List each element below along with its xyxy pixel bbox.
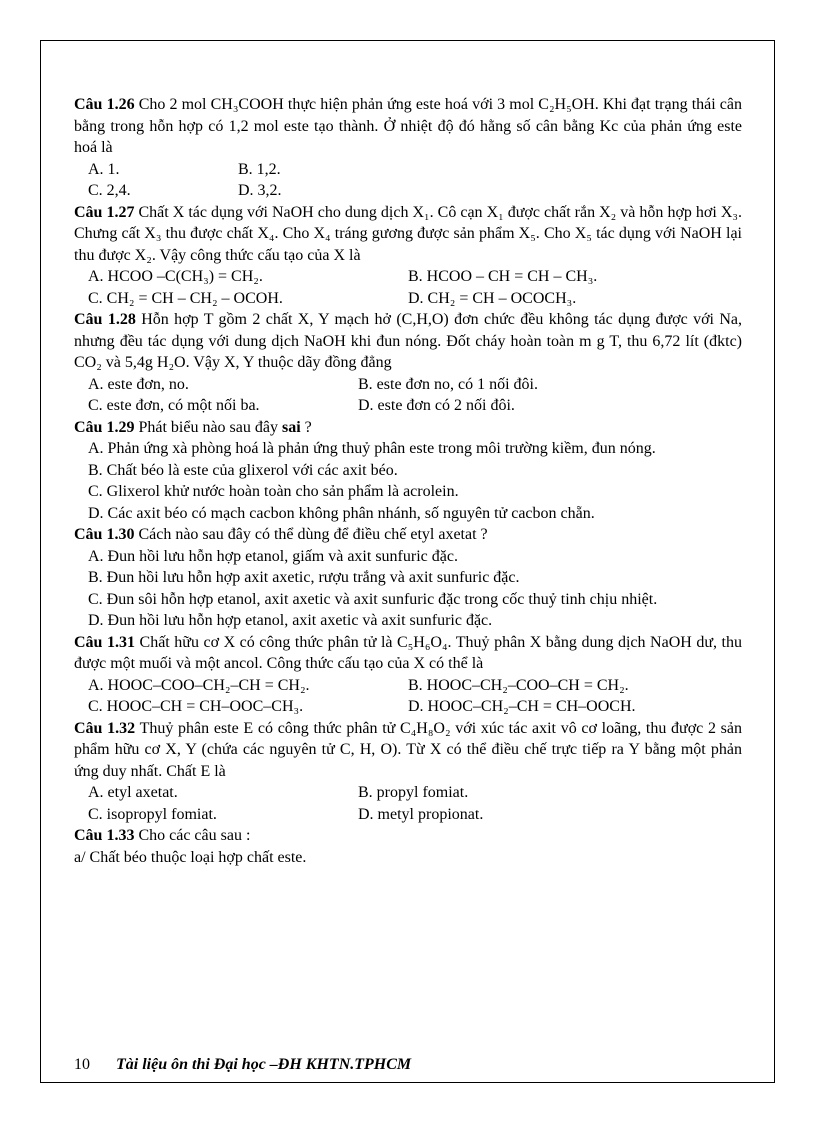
option-a: A. Phản ứng xà phòng hoá là phản ứng thuỷ phân este trong môi trường kiềm, đun nóng. — [88, 440, 656, 457]
options-row — [74, 159, 742, 181]
option-d: D. Các axit béo có mạch cacbon không phân nhánh, số nguyên tử cacbon chẵn. — [88, 504, 595, 522]
option-d: D. Đun hồi lưu hỗn hợp etanol, axit axetic và axit sunfuric đặc. — [88, 612, 493, 629]
option-d: D. metyl propionat. — [358, 805, 484, 823]
option-b: B. Đun hồi lưu hỗn hợp axit axetic, rượu trắng và axit sunfuric đặc. — [88, 569, 520, 586]
option-a: A. 1. — [88, 160, 120, 178]
options-row — [74, 782, 742, 804]
question-text: Cho 2 mol CH₃COOH thực hiện phản ứng este hoá với 3 mol C₂H₅OH. Khi đạt trạng thái cân bằng trong hỗn hợp có 1,2 mol este tạo thành. Ở nhiệt độ đó hằng số cân bằng Kc của phản ứng este hoá là — [74, 96, 743, 156]
question-number: Câu 1.31 — [74, 633, 135, 651]
option-b: B. Chất béo là este của glixerol với các axit béo. — [88, 461, 398, 479]
question-1-26 — [74, 94, 742, 159]
question-1-27 — [74, 202, 742, 267]
option-b: B. propyl fomiat. — [358, 784, 469, 801]
option-a: A. HCOO –C(CH₃) = CH₂. — [88, 268, 263, 285]
option-d: D. 3,2. — [238, 182, 282, 199]
question-1-28 — [74, 309, 742, 374]
option-b: B. este đơn no, có 1 nối đôi. — [358, 375, 538, 393]
question-text: Thuỷ phân este E có công thức phân tử C₄H₈O₂ với xúc tác axit vô cơ loãng, thu được 2 sản phẩm hữu cơ X, Y (chứa các nguyên tử C, H, O). Từ X có thể điều chế trực tiếp ra Y bằng một phản ứng duy nhất. Chất E là — [74, 719, 743, 780]
option-c: C. HOOC–CH = CH–OOC–CH₃. — [88, 698, 304, 715]
question-number: Câu 1.33 — [74, 827, 135, 844]
option-c: C. Đun sôi hỗn hợp etanol, axit axetic và axit sunfuric đặc trong cốc thuỷ tinh chịu nhiệt. — [88, 590, 658, 608]
option-c: C. 2,4. — [88, 182, 131, 199]
options-row — [74, 804, 742, 826]
option-d: D. este đơn có 2 nối đôi. — [358, 397, 515, 414]
page-number: 10 — [74, 1056, 90, 1073]
option-a: A. HOOC–COO–CH₂–CH = CH₂. — [88, 676, 310, 694]
option-a: A. este đơn, no. — [88, 375, 189, 393]
question-number: Câu 1.27 — [74, 203, 135, 221]
options-row — [74, 180, 742, 202]
options-row — [74, 374, 742, 396]
question-number: Câu 1.29 — [74, 418, 135, 436]
option-c: C. este đơn, có một nối ba. — [88, 397, 260, 414]
option-d: D. CH₂ = CH – OCOCH₃. — [408, 289, 577, 307]
options-row — [74, 675, 742, 697]
option-a: A. Đun hồi lưu hỗn hợp etanol, giấm và axit sunfuric đặc. — [88, 547, 458, 565]
question-text: Chất hữu cơ X có công thức phân tử là C₅H₆O₄. Thuỷ phân X bằng dung dịch NaOH dư, thu được một muối và một ancol. Công thức cấu tạo của X có thể là — [74, 633, 742, 672]
question-1-31 — [74, 632, 742, 675]
page-footer — [74, 1056, 411, 1074]
question-text: Cách nào sau đây có thể dùng để điều chế etyl axetat ? — [134, 526, 488, 543]
question-text-end: ? — [300, 418, 312, 436]
question-1-33 — [74, 825, 742, 847]
options-row — [74, 288, 742, 310]
question-1-30 — [74, 524, 742, 546]
question-1-32 — [74, 718, 742, 783]
question-number: Câu 1.30 — [74, 526, 135, 543]
question-1-29 — [74, 417, 742, 439]
option-d: D. HOOC–CH₂–CH = CH–OOCH. — [408, 698, 636, 715]
option-c: C. isopropyl fomiat. — [88, 805, 217, 823]
question-number: Câu 1.26 — [74, 96, 135, 113]
options-row — [74, 395, 742, 417]
question-text: Phát biểu nào sau đây — [134, 418, 282, 436]
options-row — [74, 696, 742, 718]
statement-a: a/ Chất béo thuộc loại hợp chất este. — [74, 848, 307, 866]
option-c: C. CH₂ = CH – CH₂ – OCOH. — [88, 289, 283, 307]
options-row — [74, 266, 742, 288]
option-b: B. HOOC–CH₂–COO–CH = CH₂. — [408, 676, 629, 694]
page-content — [74, 94, 742, 868]
option-b: B. 1,2. — [238, 160, 281, 178]
question-text: Cho các câu sau : — [134, 827, 251, 844]
option-a: A. etyl axetat. — [88, 784, 178, 801]
question-text: Chất X tác dụng với NaOH cho dung dịch X₁. Cô cạn X₁ được chất rắn X₂ và hỗn hợp hơi X₃. Chưng cất X₃ thu được chất X₄. Cho X₄ tráng gương được sản phẩm X₅. Cho X₅ tác dụng với NaOH lại thu được X₂. Vậy công thức cấu tạo của X là — [74, 203, 742, 264]
option-b: B. HCOO – CH = CH – CH₃. — [408, 268, 598, 285]
question-emphasis: sai — [281, 418, 301, 436]
question-number: Câu 1.28 — [74, 311, 136, 328]
footer-title: Tài liệu ôn thi Đại học –ĐH KHTN.TPHCM — [116, 1056, 412, 1073]
question-number: Câu 1.32 — [74, 719, 136, 737]
question-text: Hỗn hợp T gồm 2 chất X, Y mạch hở (C,H,O) đơn chức đều không tác dụng được với Na, nhưng đều tác dụng với dung dịch NaOH khi đun nóng. Đốt cháy hoàn toàn m g T, thu 6,72 lít (đktc) CO₂ và 5,4g H₂O. Vậy X, Y thuộc dãy đồng đẳng — [74, 311, 743, 371]
option-c: C. Glixerol khử nước hoàn toàn cho sản phẩm là acrolein. — [88, 483, 459, 500]
